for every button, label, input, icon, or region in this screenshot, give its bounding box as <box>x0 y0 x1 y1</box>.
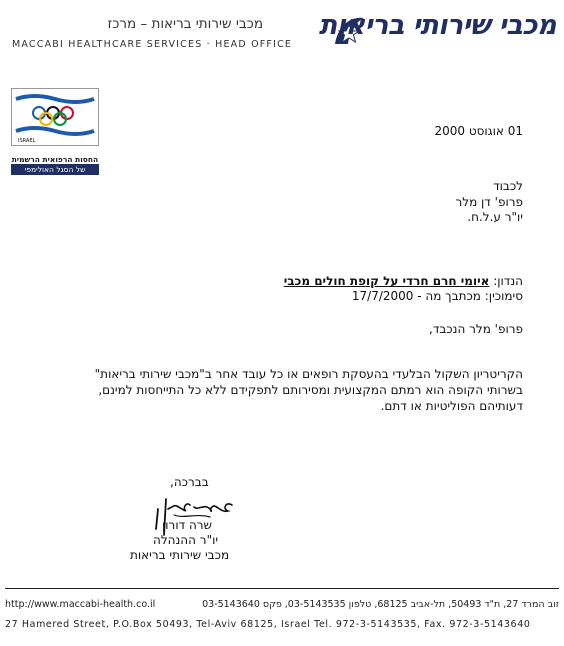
subject-text: איומי חרם חרדי על קופת חולים מכבי <box>283 274 490 288</box>
header-hebrew-title: מכבי שירותי בריאות – מרכז <box>107 16 263 32</box>
flag-caption: ISRAEL <box>18 138 36 144</box>
signer-title: יו"ר ההנהלה <box>153 533 219 547</box>
recipient-line: יו"ר ע.ל.ח. <box>467 210 523 224</box>
paragraph-line: הקריטריון השקול הבלעדי בהעסקת רופאים או כל עובד אחר ב"מכבי שירותי בריאות" <box>94 367 523 381</box>
footer-divider <box>5 588 559 589</box>
signer-organization: מכבי שירותי בריאות <box>130 548 230 562</box>
reference-line: סימוכין: מכתבך מה - 17/7/2000 <box>351 289 523 303</box>
olympic-rings-icon <box>12 89 98 145</box>
subject-line <box>284 274 523 288</box>
footer-english-address: 27 Hamered Street, P.O.Box 50493, Tel-Aviv 68125, Israel Tel. 972-3-5143535, Fax. 972-3-5143640 <box>5 619 531 630</box>
letter-date: 01 אוגוסט 2000 <box>434 124 523 138</box>
subject-label: הנדון: <box>493 274 523 288</box>
salutation: פרופ' מלר הנכבד, <box>429 322 523 336</box>
maccabi-logo-text: מכבי שירותי בריאות <box>318 10 556 41</box>
signer-name: שרה דורון <box>162 518 213 532</box>
closing: בברכה, <box>170 475 209 489</box>
footer-hebrew-address: זוב המרד 27, ת"ד 50493, תל-אביב 68125, טלפון 03-5143535, פקס 03-5143640 <box>202 599 559 610</box>
recipient-line: לכבוד <box>493 179 523 193</box>
recipient-line: פרופ' דן מלר <box>455 195 523 209</box>
header-english-title: MACCABI HEALTHCARE SERVICES · HEAD OFFICE <box>12 39 293 50</box>
paragraph-line: בשרותי הקופה הוא רמתם המקצועית ומסירותם לתפקידם ללא כל התייחסות למינם, <box>98 383 523 397</box>
olympic-flag-logo <box>11 88 99 146</box>
paragraph-line: דעותיהם הפוליטיות או דתם. <box>380 399 523 413</box>
olympic-label-top: החסות הרפואית הרשמית <box>11 155 99 164</box>
maccabi-logo <box>318 10 556 54</box>
footer-website-link[interactable]: http://www.maccabi-health.co.il <box>5 599 156 610</box>
olympic-label-bottom: של הסגל האולימפי <box>11 164 99 175</box>
